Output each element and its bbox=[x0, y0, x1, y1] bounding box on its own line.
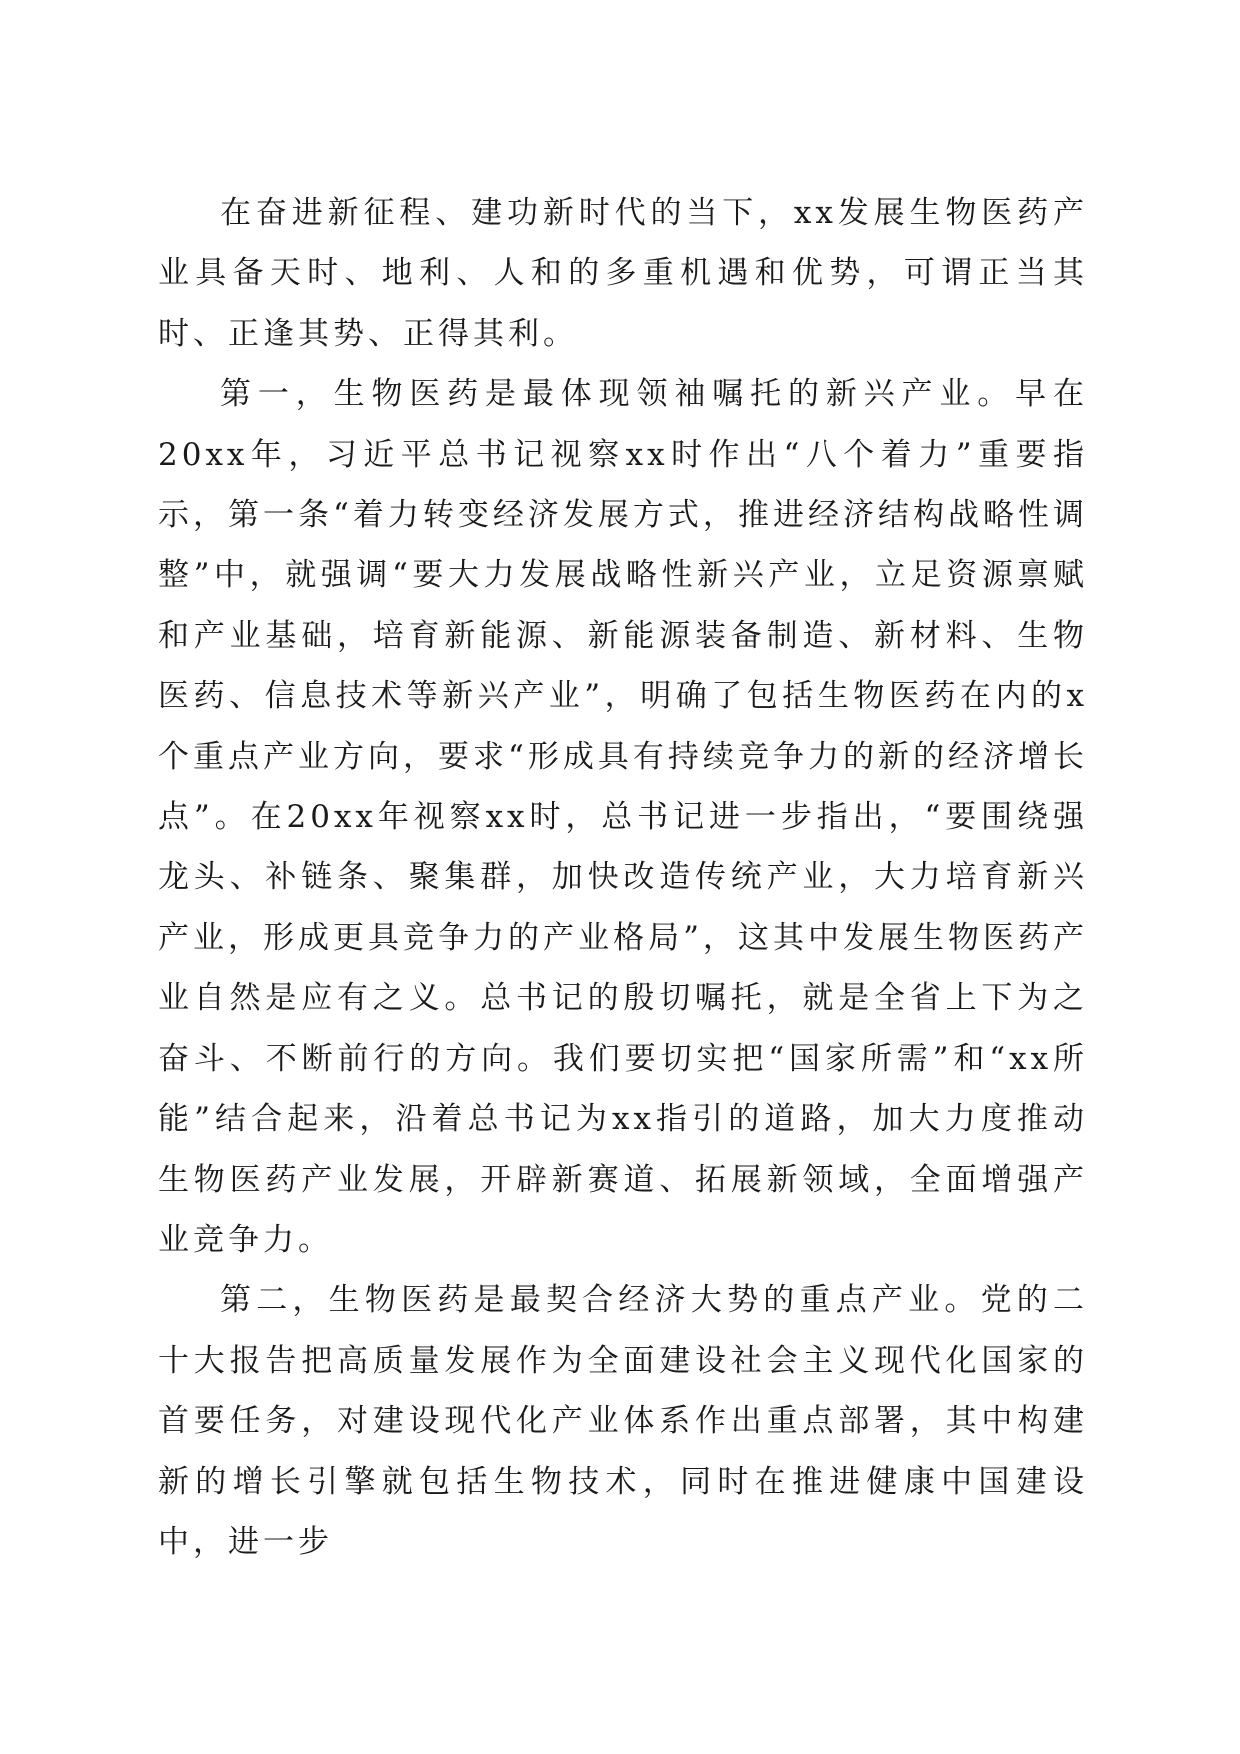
paragraph-intro: 在奋进新征程、建功新时代的当下，xx发展生物医药产业具备天时、地利、人和的多重机遇和优势，可谓正当其时、正逢其势、正得其利。 bbox=[158, 195, 1088, 352]
document-body bbox=[158, 183, 1088, 1572]
paragraph-second-point: 第二，生物医药是最契合经济大势的重点产业。党的二十大报告把高质量发展作为全面建设社会主义现代化国家的首要任务，对建设现代化产业体系作出重点部署，其中构建新的增长引擎就包括生物技术，同时在推进健康中国建设中，进一步 bbox=[158, 1282, 1088, 1560]
paragraph-first-point: 第一，生物医药是最体现领袖嘱托的新兴产业。早在20xx年，习近平总书记视察xx时作出“八个着力”重要指示，第一条“着力转变经济发展方式，推进经济结构战略性调整”中，就强调“要大力发展战略性新兴产业，立足资源禀赋和产业基础，培育新能源、新能源装备制造、新材料、生物医药、信息技术等新兴产业”，明确了包括生物医药在内的x个重点产业方向，要求“形成具有持续竞争力的新的经济增长点”。在20xx年视察xx时，总书记进一步指出，“要围绕强龙头、补链条、聚集群，加快改造传统产业，大力培育新兴产业，形成更具竞争力的产业格局”，这其中发展生物医药产业自然是应有之义。总书记的殷切嘱托，就是全省上下为之奋斗、不断前行的方向。我们要切实把“国家所需”和“xx所能”结合起来，沿着总书记为xx指引的道路，加大力度推动生物医药产业发展，开辟新赛道、拓展新领域，全面增强产业竞争力。 bbox=[158, 376, 1088, 1258]
